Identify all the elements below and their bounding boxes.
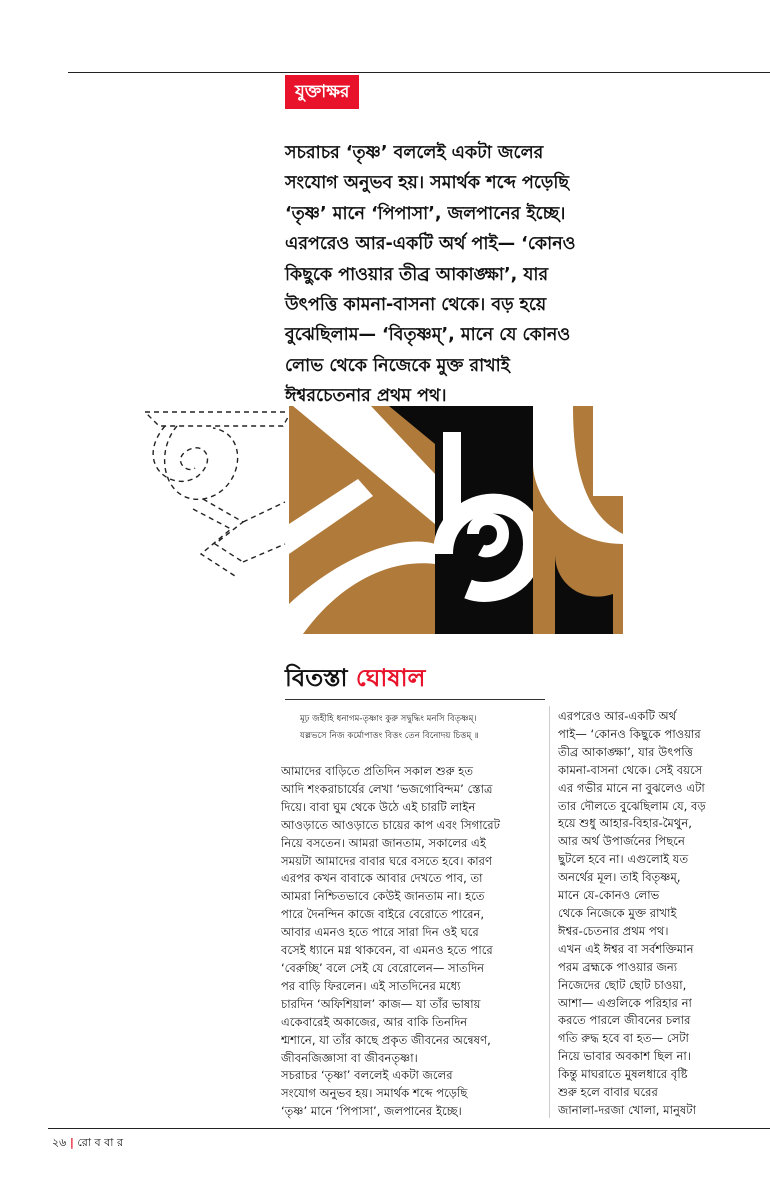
author-first-name: বিতস্তা (285, 664, 348, 692)
verse-line: যল্লভসে নিজ কর্মোপাত্তং বিত্তং তেন বিনোদয় চিত্তম্ ॥ (300, 731, 479, 741)
body-line: কামনা-বাসনা থেকে। সেই বয়সে (558, 762, 703, 777)
white-bar (443, 432, 461, 524)
body-line: আমরা নিশ্চিতভাবে কেউই জানতাম না। হতে (281, 889, 485, 904)
body-line: পারে দৈনন্দিন কাজে বাইরে বেরোতে পারেন, (281, 907, 485, 922)
verse-line: মূঢ় জহীহি ধনাগম-তৃষ্ণাং কুরু সদ্বুদ্ধিং মনসি বিতৃষ্ণম্। (300, 714, 477, 724)
column-divider (549, 706, 550, 1118)
bottom-rule (48, 1128, 770, 1129)
body-line: জানালা-দরজা খোলা, মানুষটা (558, 1102, 696, 1117)
footer-separator: | (69, 1136, 74, 1149)
body-line: দিয়ে। বাবা ঘুম থেকে উঠে এই চারটি লাইন (281, 799, 476, 814)
sanskrit-verse (300, 711, 545, 745)
body-line: তীব্র আকাঙ্ক্ষা’, যার উৎপত্তি (558, 744, 693, 759)
intro-line: বুঝেছিলাম— ‘বিতৃষ্ণম্’, মানে যে কোনও (285, 325, 571, 346)
intro-line: ‘তৃষ্ণ’ মানে ‘পিপাসা’, জলপানের ইচ্ছে। (285, 203, 566, 224)
body-line: ঈশ্বর-চেতনার প্রথম পথ। (558, 923, 669, 938)
body-line: জীবনজিজ্ঞাসা বা জীবনতৃষ্ণা। (281, 1050, 418, 1065)
body-line: আদি শংকরাচার্যের লেখা ‘ভজগোবিন্দম’ স্তোত্র (281, 781, 493, 796)
body-line: নিয়ে বসতেন। আমরা জানতাম, সকালের এই (281, 835, 486, 850)
body-line: পরম ব্রহ্মকে পাওয়ার জন্য (558, 959, 678, 974)
body-line: শ্মশানে, যা তাঁর কাছে প্রকৃত জীবনের অন্বেষণ, (281, 1032, 491, 1047)
intro-line: এরপরেও আর-একটি অর্থ পাই— ‘কোনও (285, 234, 576, 255)
body-line: পর বাড়ি ফিরলেন। এই সাতদিনের মধ্যে (281, 978, 461, 993)
intro-line: কিছুকে পাওয়ার তীব্র আকাঙ্ক্ষা’, যার (285, 264, 549, 285)
body-line: কিন্তু মাঘরাতে মুষলধারে বৃষ্টি (558, 1067, 688, 1082)
magazine-name: রো ব বা র (77, 1136, 124, 1149)
body-line: সচরাচর ‘তৃষ্ণা’ বললেই একটা জলের (281, 1068, 453, 1083)
intro-paragraph (285, 138, 695, 412)
intro-line: উৎপত্তি কামনা-বাসনা থেকে। বড় হয়ে (285, 295, 547, 316)
body-line: তার দৌলতে বুঝেছিলাম যে, বড় (558, 798, 706, 813)
body-line: নিজেদের ছোট ছোট চাওয়া, (558, 977, 687, 992)
body-line: চারদিন ‘অফিশিয়াল’ কাজ— যা তাঁর ভাষায় (281, 996, 481, 1011)
body-line: এখন এই ঈশ্বর বা সর্বশক্তিমান (558, 941, 694, 956)
dashed-outline-icon (145, 412, 291, 576)
body-line: থেকে নিজেকে মুক্ত রাখাই (558, 905, 677, 920)
body-line: একেবারেই অকাজের, আর বাকি তিনদিন (281, 1014, 468, 1029)
body-line: অনর্থের মূল। তাই বিতৃষ্ণম্, (558, 870, 681, 885)
author-byline (285, 660, 425, 700)
left-column (281, 763, 546, 1121)
author-last-name: ঘোষাল (355, 664, 426, 692)
body-line: করতে পারলে জীবনের চলার (558, 1013, 691, 1028)
body-line: আমাদের বাড়িতে প্রতিদিন সকাল শুরু হত (281, 764, 474, 778)
body-line: এরপর কখন বাবাকে আবার দেখতে পাব, তা (281, 871, 483, 886)
byline-rule (285, 699, 545, 700)
page-number: ২৬ (52, 1136, 67, 1149)
body-line: এরপরেও আর-একটি অর্থ (558, 709, 677, 723)
white-strip (593, 406, 623, 496)
body-line: ছুটলে হবে না। এগুলোই যত (558, 852, 689, 867)
body-line: আশা— এগুলিকে পরিহার না (558, 995, 692, 1010)
body-line: ‘তৃষ্ণ’ মানে ‘পিপাসা’, জলপানের ইচ্ছে। (281, 1104, 462, 1119)
intro-line: ঈশ্বরচেতনার প্রথম পথ। (285, 386, 447, 407)
body-line: আবার এমনও হতে পারে সারা দিন ওই ঘরে (281, 925, 479, 940)
body-line: সংযোগ অনুভব হয়। সমার্থক শব্দে পড়েছি (281, 1086, 468, 1101)
right-column (558, 708, 728, 1120)
body-line: এর গভীর মানে না বুঝলেও এটা (558, 780, 705, 795)
body-line: হয়ে শুধু আহার-বিহার-মৈথুন, (558, 816, 692, 831)
top-rule (68, 72, 770, 73)
body-line: আওড়াতে আওড়াতে চায়ের কাপ এবং সিগারেট (281, 817, 500, 832)
body-line: সময়টা আমাদের বাবার ঘরে বসতে হবে। কারণ (281, 853, 493, 868)
body-line: গতি রুদ্ধ হবে বা হত— সেটা (558, 1031, 689, 1046)
body-line: আর অর্থ উপার্জনের পিছনে (558, 834, 685, 849)
body-line: পাই— ‘কোনও কিছুকে পাওয়ার (558, 726, 701, 741)
intro-line: সংযোগ অনুভব হয়। সমার্থক শব্দে পড়েছি (285, 173, 569, 194)
page-footer (52, 1134, 123, 1153)
body-line: ‘বেরুচ্ছি’ বলে সেই যে বেরোলেন— সাতদিন (281, 960, 485, 975)
intro-line: লোভ থেকে নিজেকে মুক্ত রাখাই (285, 355, 510, 376)
body-line: নিয়ে ভাবার অবকাশ ছিল না। (558, 1049, 691, 1064)
tri-shna-letter-art (143, 404, 623, 636)
body-line: বসেই ধ্যানে মগ্ন থাকবেন, বা এমনও হতে পারে (281, 943, 493, 958)
intro-line: সচরাচর ‘তৃষ্ণ’ বললেই একটা জলের (285, 143, 544, 163)
body-line: মানে যে-কোনও লোভ (558, 888, 660, 903)
body-line: শুরু হলে বাবার ঘরের (558, 1085, 658, 1100)
section-tag: যুক্তাক্ষর (285, 75, 359, 109)
